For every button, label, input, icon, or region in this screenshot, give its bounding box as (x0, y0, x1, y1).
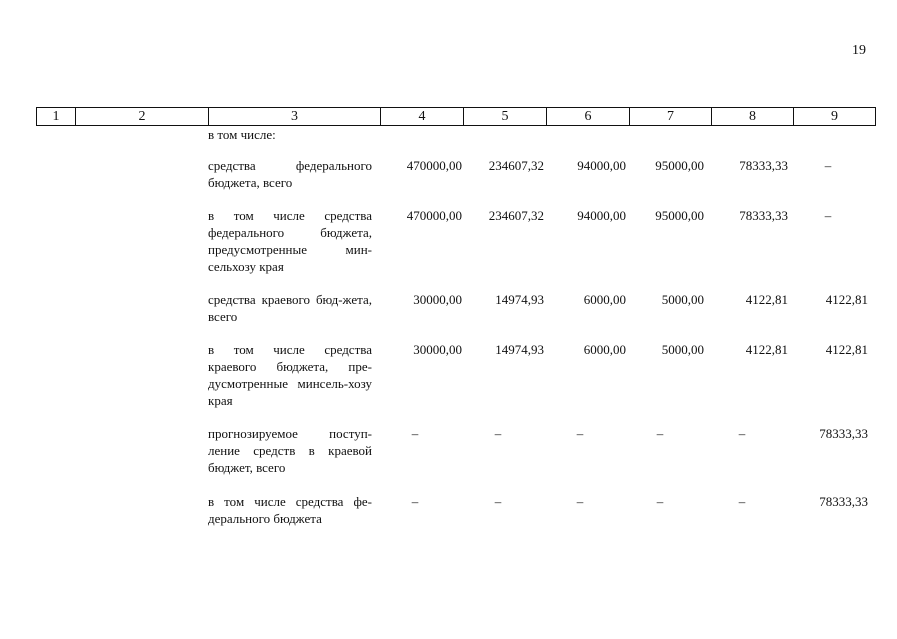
cell-col-7: – (656, 494, 664, 509)
row-description: в том числе средства федерального бюджета, предусмотренные мин-сельхозу края (208, 208, 372, 274)
page-number: 19 (852, 43, 866, 58)
header-col-7: 7 (630, 108, 712, 126)
cell-col-5: – (494, 494, 502, 509)
header-col-6: 6 (547, 108, 630, 126)
header-col-2: 2 (76, 108, 209, 126)
row-description: в том числе средства фе-дерального бюджета (208, 494, 372, 526)
cell-col-6: – (576, 426, 584, 441)
header-row (37, 108, 876, 126)
cell-col-6: – (576, 494, 584, 509)
cell-col-8: 78333,33 (739, 158, 788, 173)
cell-col-6: 94000,00 (577, 208, 626, 223)
cell-col-9: 4122,81 (825, 292, 868, 307)
cell-col-4: 30000,00 (413, 292, 462, 307)
cell-col-4: 470000,00 (406, 208, 462, 223)
cell-col-4: – (411, 426, 419, 441)
cell-col-9: 78333,33 (819, 426, 868, 441)
cell-col-7: 5000,00 (661, 342, 704, 357)
cell-col-6: 6000,00 (583, 292, 626, 307)
cell-col-8: – (738, 426, 746, 441)
cell-col-7: – (656, 426, 664, 441)
row-description: прогнозируемое поступ-ление средств в краевой бюджет, всего (208, 426, 372, 475)
cell-col-5: – (494, 426, 502, 441)
cell-col-9: 4122,81 (825, 342, 868, 357)
header-col-9: 9 (794, 108, 876, 126)
header-col-5: 5 (464, 108, 547, 126)
header-col-3: 3 (209, 108, 381, 126)
header-col-4: 4 (381, 108, 464, 126)
cell-col-5: 234607,32 (488, 158, 544, 173)
cell-col-6: 94000,00 (577, 158, 626, 173)
row-description: средства федерального бюджета, всего (208, 158, 372, 190)
cell-col-8: 78333,33 (739, 208, 788, 223)
cell-col-9: 78333,33 (819, 494, 868, 509)
row-description: в том числе средства краевого бюджета, пре-дусмотренные минсель-хозу края (208, 342, 372, 408)
cell-col-8: 4122,81 (745, 342, 788, 357)
header-col-8: 8 (712, 108, 794, 126)
column-number-header (36, 107, 876, 126)
cell-col-9: – (824, 208, 832, 223)
cell-col-4: 470000,00 (406, 158, 462, 173)
cell-col-5: 234607,32 (488, 208, 544, 223)
cell-col-9: – (824, 158, 832, 173)
header-col-1: 1 (37, 108, 76, 126)
cell-col-4: 30000,00 (413, 342, 462, 357)
intro-text: в том числе: (208, 127, 276, 142)
cell-col-7: 95000,00 (655, 158, 704, 173)
cell-col-7: 95000,00 (655, 208, 704, 223)
cell-col-5: 14974,93 (495, 292, 544, 307)
cell-col-6: 6000,00 (583, 342, 626, 357)
cell-col-7: 5000,00 (661, 292, 704, 307)
cell-col-8: 4122,81 (745, 292, 788, 307)
cell-col-8: – (738, 494, 746, 509)
cell-col-4: – (411, 494, 419, 509)
row-description: средства краевого бюд-жета, всего (208, 292, 372, 324)
cell-col-5: 14974,93 (495, 342, 544, 357)
